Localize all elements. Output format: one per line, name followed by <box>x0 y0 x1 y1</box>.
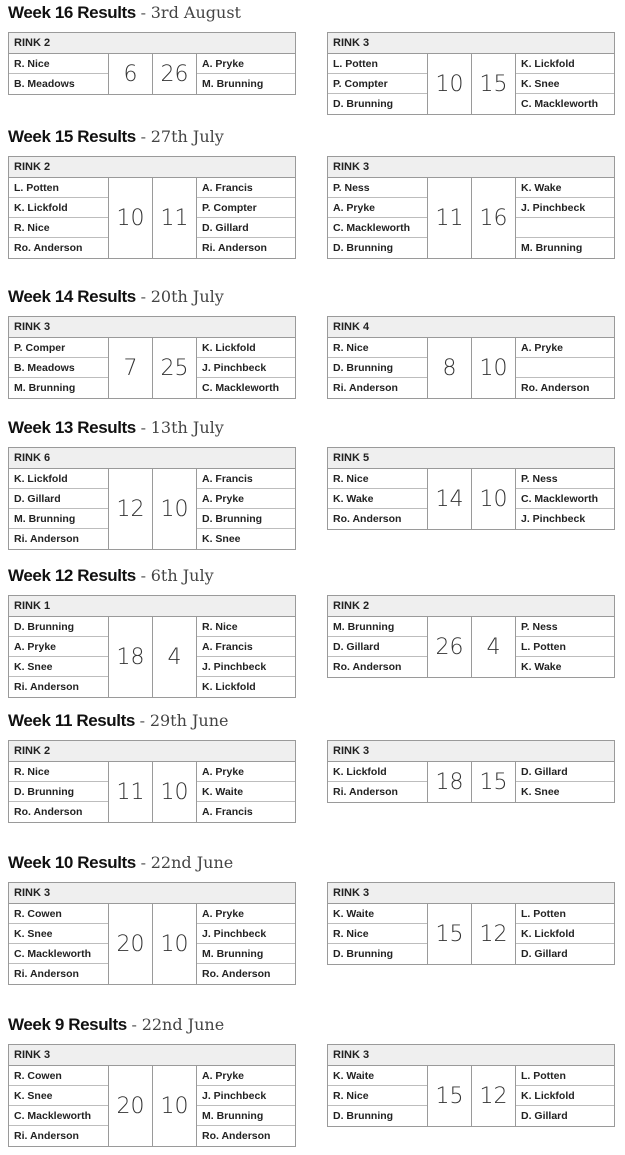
player-name: R. Nice <box>197 617 295 637</box>
right-team-score: 15 <box>472 54 516 114</box>
player-name: P. Compter <box>197 198 295 218</box>
week-title: Week 16 Results <box>8 3 136 22</box>
player-name: K. Lickfold <box>516 1086 614 1106</box>
player-name: K. Lickfold <box>9 198 108 218</box>
player-name: A. Francis <box>197 469 295 489</box>
player-name: D. Brunning <box>333 98 394 110</box>
left-team-score: 15 <box>428 1066 472 1126</box>
right-team-players <box>197 617 295 697</box>
player-name: J. Pinchbeck <box>516 198 614 218</box>
rink-result-table <box>8 595 296 698</box>
left-team-players <box>9 469 109 549</box>
right-team-players <box>197 762 295 822</box>
player-name: J. Pinchbeck <box>197 657 295 677</box>
player-name: M. Brunning <box>14 382 76 394</box>
player-name: P. Ness <box>328 178 427 198</box>
player-name: D. Gillard <box>328 637 427 657</box>
left-team-players <box>328 469 428 529</box>
rink-body <box>328 469 614 529</box>
player-name: D. Gillard <box>521 1110 568 1122</box>
player-name: P. Ness <box>516 617 614 637</box>
player-name: K. Lickfold <box>202 681 256 693</box>
player-name: B. Meadows <box>9 358 108 378</box>
left-team-score: 8 <box>428 338 472 398</box>
right-team-score: 10 <box>153 1066 197 1146</box>
player-name: D. Gillard <box>521 948 568 960</box>
right-team-players <box>197 338 295 398</box>
rink-result-table <box>327 1044 615 1127</box>
week-date: 22nd June <box>141 1015 225 1034</box>
rink-header: RINK 4 <box>328 317 614 338</box>
right-team-score: 10 <box>472 469 516 529</box>
right-team-players <box>516 904 614 964</box>
player-name: D. Gillard <box>516 762 614 782</box>
player-name: K. Snee <box>521 786 560 798</box>
rink-result-table <box>327 316 615 399</box>
rink-result-table <box>8 32 296 95</box>
player-name: K. Wake <box>516 178 614 198</box>
player-name: Ro. Anderson <box>14 806 83 818</box>
rink-body <box>9 338 295 398</box>
right-team-score: 15 <box>472 762 516 802</box>
rink-result-table <box>327 740 615 803</box>
left-team-score: 18 <box>109 617 153 697</box>
week-heading <box>8 124 224 150</box>
rink-result-table <box>327 882 615 965</box>
rink-body <box>328 178 614 258</box>
player-name: L. Potten <box>516 1066 614 1086</box>
player-name: Ri. Anderson <box>14 681 79 693</box>
player-name: C. Mackleworth <box>202 382 280 394</box>
player-name: C. Mackleworth <box>9 944 108 964</box>
player-name: K. Snee <box>9 657 108 677</box>
player-name: M. Brunning <box>202 78 264 90</box>
player-name: K. Snee <box>9 924 108 944</box>
player-name: P. Compter <box>328 74 427 94</box>
rink-header: RINK 5 <box>328 448 614 469</box>
left-team-players <box>9 904 109 984</box>
player-name: D. Brunning <box>333 948 394 960</box>
player-name: J. Pinchbeck <box>521 513 586 525</box>
player-name: R. Cowen <box>9 904 108 924</box>
player-name: K. Waite <box>328 1066 427 1086</box>
week-date: 6th July <box>150 566 214 585</box>
rink-result-table <box>8 882 296 985</box>
right-team-score: 10 <box>153 762 197 822</box>
week-heading <box>8 1012 224 1038</box>
player-name: D. Brunning <box>333 1110 394 1122</box>
player-name: K. Wake <box>328 489 427 509</box>
player-name: K. Snee <box>202 533 241 545</box>
rink-result-table <box>8 156 296 259</box>
player-name: M. Brunning <box>197 944 295 964</box>
rink-result-table <box>8 316 296 399</box>
rink-header: RINK 2 <box>9 33 295 54</box>
left-team-score: 26 <box>428 617 472 677</box>
player-name: K. Lickfold <box>9 469 108 489</box>
left-team-score: 14 <box>428 469 472 529</box>
week-title: Week 9 Results <box>8 1015 127 1034</box>
left-team-score: 11 <box>428 178 472 258</box>
week-title: Week 10 Results <box>8 853 136 872</box>
player-name: Ro. Anderson <box>521 382 590 394</box>
rink-header: RINK 3 <box>9 1045 295 1066</box>
player-name: L. Potten <box>9 178 108 198</box>
left-team-players <box>9 338 109 398</box>
player-name: R. Nice <box>328 1086 427 1106</box>
player-name: A. Pryke <box>197 489 295 509</box>
player-name: R. Nice <box>328 338 427 358</box>
right-team-players <box>197 904 295 984</box>
rink-body <box>328 617 614 677</box>
right-team-players <box>197 1066 295 1146</box>
left-team-players <box>9 1066 109 1146</box>
rink-body <box>9 469 295 549</box>
right-team-players <box>516 617 614 677</box>
player-name: D. Brunning <box>9 782 108 802</box>
week-heading <box>8 415 224 441</box>
player-name: K. Lickfold <box>197 338 295 358</box>
week-title: Week 14 Results <box>8 287 136 306</box>
left-team-score: 7 <box>109 338 153 398</box>
player-name: Ri. Anderson <box>202 242 267 254</box>
player-name: Ro. Anderson <box>202 968 271 980</box>
player-name: M. Brunning <box>9 509 108 529</box>
player-name: Ro. Anderson <box>14 242 83 254</box>
week-separator: - <box>140 3 147 22</box>
player-name: Ro. Anderson <box>333 513 402 525</box>
rink-header: RINK 3 <box>328 1045 614 1066</box>
rink-result-table <box>327 156 615 259</box>
player-name: A. Pryke <box>197 1066 295 1086</box>
player-name: D. Brunning <box>9 617 108 637</box>
player-name: C. Mackleworth <box>9 1106 108 1126</box>
rink-body <box>328 904 614 964</box>
week-separator: - <box>140 566 147 585</box>
right-team-players <box>516 178 614 258</box>
week-separator: - <box>131 1015 137 1034</box>
left-team-players <box>9 178 109 258</box>
player-name: L. Potten <box>516 637 614 657</box>
rink-body <box>9 1066 295 1146</box>
player-name: R. Nice <box>328 924 427 944</box>
week-date: 20th July <box>150 287 224 306</box>
right-team-score: 4 <box>153 617 197 697</box>
week-separator: - <box>140 418 147 437</box>
player-name: D. Gillard <box>197 218 295 238</box>
rink-header: RINK 3 <box>9 883 295 904</box>
right-team-players <box>516 1066 614 1126</box>
player-name <box>516 218 614 238</box>
right-team-score: 12 <box>472 1066 516 1126</box>
player-name: M. Brunning <box>197 1106 295 1126</box>
left-team-score: 12 <box>109 469 153 549</box>
player-name: Ro. Anderson <box>202 1130 271 1142</box>
player-name: R. Nice <box>9 218 108 238</box>
player-name: A. Francis <box>197 178 295 198</box>
player-name: K. Waite <box>197 782 295 802</box>
player-name: M. Brunning <box>521 242 583 254</box>
right-team-score: 10 <box>153 904 197 984</box>
right-team-score: 12 <box>472 904 516 964</box>
rink-header: RINK 3 <box>9 317 295 338</box>
rink-header: RINK 1 <box>9 596 295 617</box>
right-team-players <box>516 338 614 398</box>
right-team-score: 26 <box>153 54 197 94</box>
rink-result-table <box>327 595 615 678</box>
player-name: Ri. Anderson <box>333 786 398 798</box>
right-team-score: 11 <box>153 178 197 258</box>
rink-body <box>328 338 614 398</box>
right-team-players <box>516 469 614 529</box>
rink-result-table <box>8 1044 296 1147</box>
rink-body <box>9 762 295 822</box>
week-date: 22nd June <box>150 853 234 872</box>
right-team-score: 4 <box>472 617 516 677</box>
rink-body <box>9 178 295 258</box>
left-team-players <box>9 762 109 822</box>
left-team-score: 10 <box>428 54 472 114</box>
player-name: R. Cowen <box>9 1066 108 1086</box>
rink-result-table <box>8 447 296 550</box>
week-date: 29th June <box>149 711 229 730</box>
left-team-score: 15 <box>428 904 472 964</box>
right-team-players <box>516 762 614 802</box>
rink-header: RINK 2 <box>9 741 295 762</box>
rink-header: RINK 2 <box>9 157 295 178</box>
rink-header: RINK 6 <box>9 448 295 469</box>
player-name: R. Nice <box>9 762 108 782</box>
player-name: B. Meadows <box>14 78 75 90</box>
left-team-players <box>328 904 428 964</box>
right-team-score: 10 <box>153 469 197 549</box>
player-name: R. Nice <box>9 54 108 74</box>
rink-header: RINK 3 <box>328 157 614 178</box>
week-separator: - <box>140 127 147 146</box>
player-name: M. Brunning <box>328 617 427 637</box>
week-date: 3rd August <box>150 3 241 22</box>
player-name: L. Potten <box>328 54 427 74</box>
rink-body <box>9 54 295 94</box>
player-name: J. Pinchbeck <box>197 358 295 378</box>
player-name: Ri. Anderson <box>14 1130 79 1142</box>
player-name: D. Brunning <box>333 242 394 254</box>
rink-body <box>9 904 295 984</box>
player-name: J. Pinchbeck <box>197 1086 295 1106</box>
player-name: Ri. Anderson <box>14 533 79 545</box>
rink-body <box>9 617 295 697</box>
left-team-players <box>328 762 428 802</box>
right-team-score: 25 <box>153 338 197 398</box>
rink-header: RINK 3 <box>328 741 614 762</box>
left-team-score: 10 <box>109 178 153 258</box>
player-name: K. Lickfold <box>516 924 614 944</box>
rink-result-table <box>8 740 296 823</box>
left-team-score: 20 <box>109 1066 153 1146</box>
left-team-score: 6 <box>109 54 153 94</box>
week-title: Week 13 Results <box>8 418 136 437</box>
week-title: Week 12 Results <box>8 566 136 585</box>
rink-result-table <box>327 447 615 530</box>
player-name: C. Mackleworth <box>516 489 614 509</box>
week-heading <box>8 563 214 589</box>
player-name: D. Gillard <box>9 489 108 509</box>
player-name: Ri. Anderson <box>14 968 79 980</box>
left-team-players <box>328 54 428 114</box>
player-name: Ri. Anderson <box>333 382 398 394</box>
rink-header: RINK 2 <box>328 596 614 617</box>
right-team-players <box>516 54 614 114</box>
player-name: A. Francis <box>197 637 295 657</box>
player-name: P. Comper <box>9 338 108 358</box>
right-team-score: 16 <box>472 178 516 258</box>
player-name: J. Pinchbeck <box>197 924 295 944</box>
rink-result-table <box>327 32 615 115</box>
week-separator: - <box>140 287 147 306</box>
player-name: A. Pryke <box>197 54 295 74</box>
player-name: A. Pryke <box>516 338 614 358</box>
left-team-score: 20 <box>109 904 153 984</box>
player-name: A. Pryke <box>197 904 295 924</box>
player-name: A. Pryke <box>9 637 108 657</box>
player-name: Ro. Anderson <box>333 661 402 673</box>
rink-body <box>328 1066 614 1126</box>
player-name: L. Potten <box>516 904 614 924</box>
left-team-score: 18 <box>428 762 472 802</box>
player-name: D. Brunning <box>328 358 427 378</box>
player-name: A. Pryke <box>197 762 295 782</box>
left-team-players <box>9 617 109 697</box>
week-heading <box>8 708 228 734</box>
player-name: D. Brunning <box>197 509 295 529</box>
player-name: A. Pryke <box>328 198 427 218</box>
player-name: K. Snee <box>516 74 614 94</box>
player-name: A. Francis <box>202 806 253 818</box>
week-title: Week 11 Results <box>8 711 135 730</box>
player-name: K. Lickfold <box>516 54 614 74</box>
player-name: K. Snee <box>9 1086 108 1106</box>
week-heading <box>8 0 241 26</box>
week-date: 27th July <box>150 127 224 146</box>
week-title: Week 15 Results <box>8 127 136 146</box>
left-team-players <box>328 178 428 258</box>
player-name: K. Wake <box>521 661 562 673</box>
left-team-players <box>9 54 109 94</box>
right-team-players <box>197 178 295 258</box>
left-team-players <box>328 1066 428 1126</box>
player-name: K. Waite <box>328 904 427 924</box>
left-team-players <box>328 617 428 677</box>
player-name <box>516 358 614 378</box>
rink-body <box>328 762 614 802</box>
player-name: K. Lickfold <box>328 762 427 782</box>
right-team-score: 10 <box>472 338 516 398</box>
right-team-players <box>197 54 295 94</box>
week-separator: - <box>139 711 146 730</box>
week-separator: - <box>140 853 147 872</box>
player-name: R. Nice <box>328 469 427 489</box>
player-name: C. Mackleworth <box>521 98 599 110</box>
left-team-players <box>328 338 428 398</box>
week-heading <box>8 850 233 876</box>
player-name: C. Mackleworth <box>328 218 427 238</box>
right-team-players <box>197 469 295 549</box>
rink-header: RINK 3 <box>328 33 614 54</box>
week-date: 13th July <box>150 418 224 437</box>
player-name: P. Ness <box>516 469 614 489</box>
left-team-score: 11 <box>109 762 153 822</box>
week-heading <box>8 284 224 310</box>
rink-body <box>328 54 614 114</box>
rink-header: RINK 3 <box>328 883 614 904</box>
